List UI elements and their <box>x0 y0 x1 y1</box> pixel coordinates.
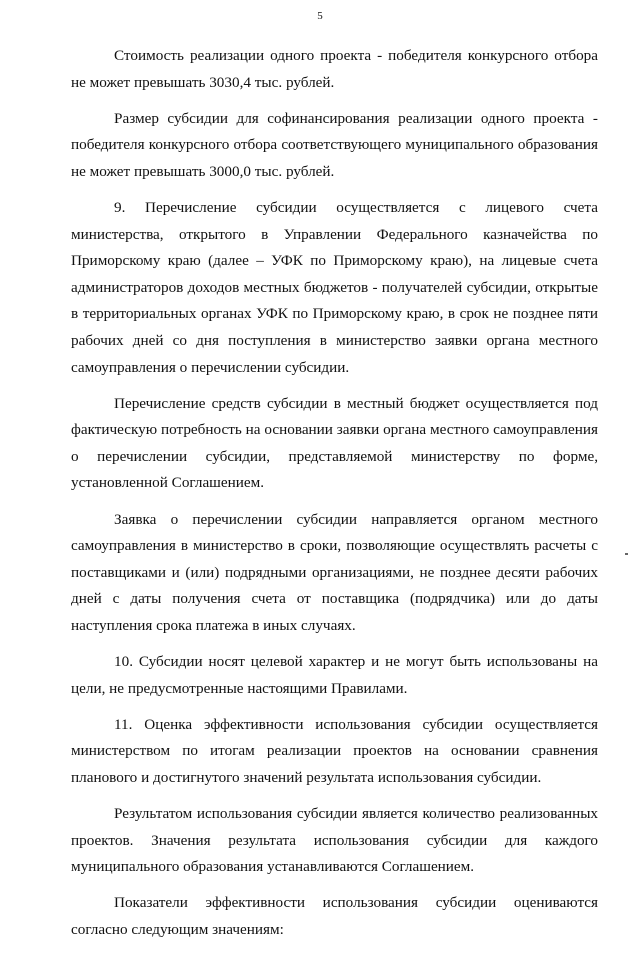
paragraph-item-10-purpose: 10. Субсидии носят целевой характер и не могут быть использованы на цели, не предусмотренные настоящими Правилами. <box>71 652 598 697</box>
paragraph-item-11-evaluation: 11. Оценка эффективности использования субсидии осуществляется министерством по итогам реализации проектов на основании сравнения планового и достигнутого значений результата использования субсидии. <box>71 715 598 786</box>
paragraph-transfer-to-budget: Перечисление средств субсидии в местный бюджет осуществляется под фактическую потребность на основании заявки органа местного самоуправления о перечислении субсидии, представляемой министерству по форме, установленной Соглашением. <box>71 394 598 492</box>
paragraph-transfer-request: Заявка о перечислении субсидии направляется органом местного самоуправления в министерство в сроки, позволяющие осуществлять расчеты с поставщиками и (или) подрядными организациями, не позднее десяти рабочих дней с даты получения счета от поставщика (подрядчика) или до даты наступления срока платежа в иных случаях. <box>71 510 598 634</box>
paragraph-item-9-transfer: 9. Перечисление субсидии осуществляется с лицевого счета министерства, открытого в Управлении Федерального казначейства по Приморскому краю (далее – УФК по Приморскому краю), на лицевые счета администраторов доходов местных бюджетов - получателей субсидии, открытые в территориальных органах УФК по Приморскому краю, в срок не позднее пяти рабочих дней со дня поступления в министерство заявки органа местного самоуправления о перечислении субсидии. <box>71 198 598 376</box>
paragraph-project-cost: Стоимость реализации одного проекта - победителя конкурсного отбора не может превышать 3030,4 тыс. рублей. <box>71 47 598 91</box>
document-body <box>71 43 598 953</box>
paragraph-efficiency-indicators: Показатели эффективности использования субсидии оцениваются согласно следующим значениям: <box>71 894 598 938</box>
scan-artifact <box>625 553 628 555</box>
page-number: 5 <box>317 10 323 22</box>
paragraph-subsidy-size: Размер субсидии для софинансирования реализации одного проекта - победителя конкурсного отбора соответствующего муниципального образования не может превышать 3000,0 тыс. рублей. <box>71 109 598 180</box>
paragraph-result: Результатом использования субсидии является количество реализованных проектов. Значения результата использования субсидии для каждого муниципального образования устанавливаются Соглашением. <box>71 804 598 876</box>
